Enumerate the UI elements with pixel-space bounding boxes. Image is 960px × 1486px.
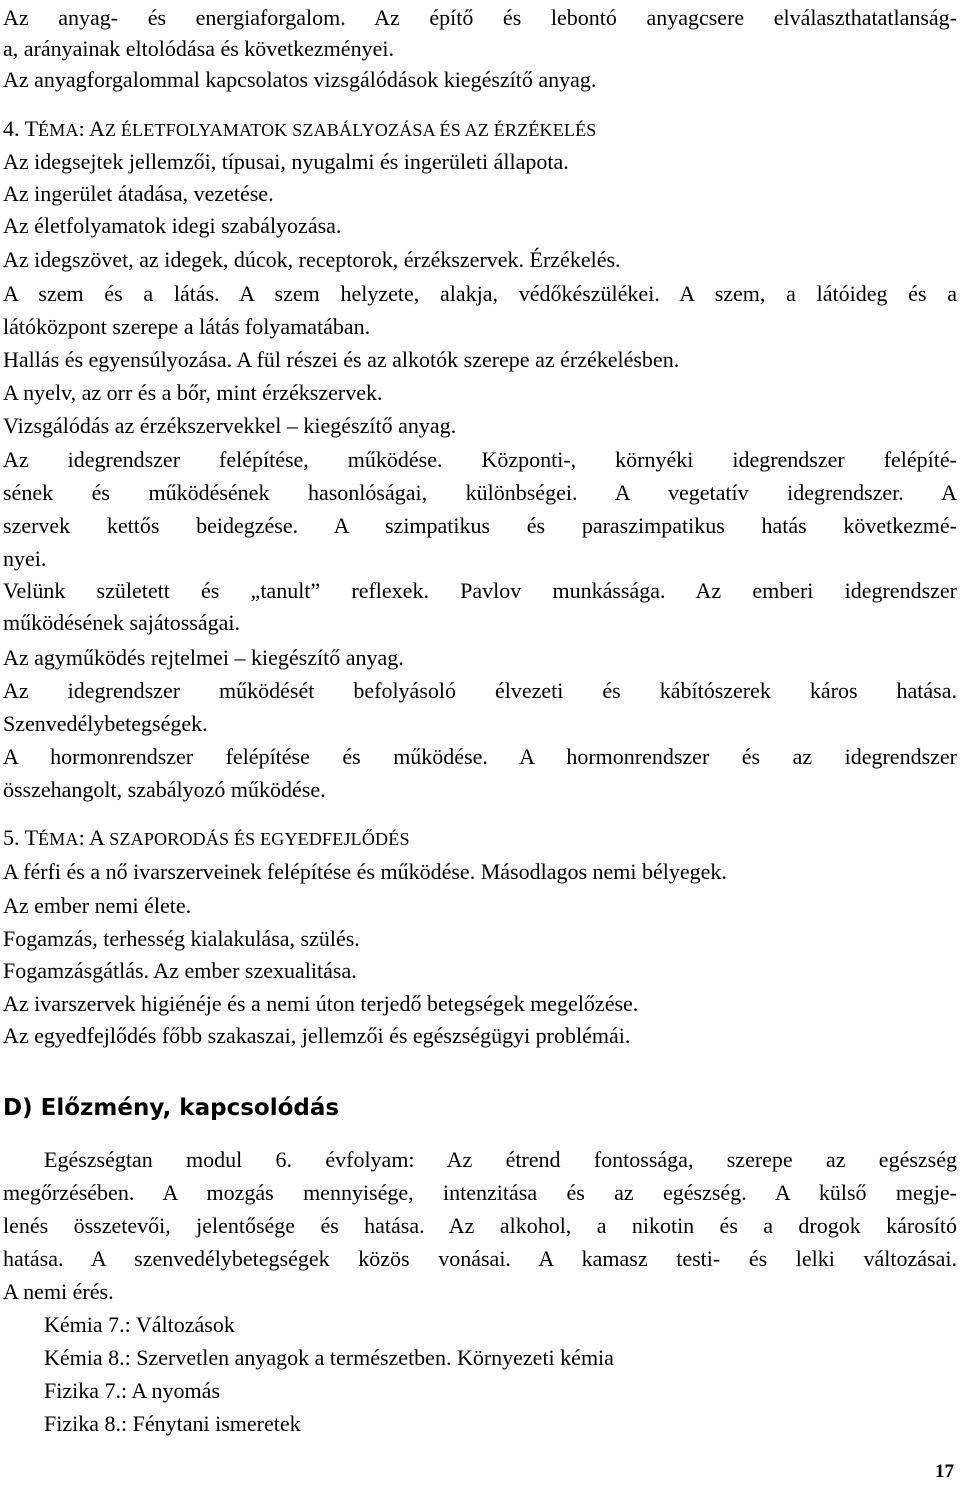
text-line: sének és működésének hasonlóságai, különbségei. A vegetatív idegrendszer. A xyxy=(3,480,957,505)
paragraph-line: megőrzésében. A mozgás mennyisége, intenzitása és az egészség. A külső megje- xyxy=(3,1180,957,1205)
topic-label: ÉMA xyxy=(38,829,79,849)
text-line: A férfi és a nő ivarszerveinek felépítése és működése. Másodlagos nemi bélyegek. xyxy=(3,859,727,884)
text-line: szervek kettős beidegzése. A szimpatikus és paraszimpatikus hatás következmé- xyxy=(3,513,957,538)
related-subject-item: Fizika 7.: A nyomás xyxy=(44,1378,220,1403)
text-line: Az idegszövet, az idegek, dúcok, receptorok, érzékszervek. Érzékelés. xyxy=(3,247,621,272)
topic-number: 4. T xyxy=(3,116,39,141)
related-subject-item: Kémia 8.: Szervetlen anyagok a természetben. Környezeti kémia xyxy=(44,1345,614,1370)
text-line: A szem és a látás. A szem helyzete, alakja, védőkészülékei. A szem, a látóideg és a xyxy=(3,281,957,306)
paragraph-line: lenés összetevői, jelentősége és hatása. Az alkohol, a nikotin és a drogok károsító xyxy=(3,1213,957,1238)
topic-label: ÉMA xyxy=(38,120,79,140)
topic-label: : A xyxy=(78,825,110,850)
related-subject-item: Kémia 7.: Változások xyxy=(44,1312,235,1337)
text-line: Vizsgálódás az érzékszervekkel – kiegészítő anyag. xyxy=(3,413,457,438)
text-line: Az ingerület átadása, vezetése. xyxy=(3,181,274,206)
text-line: Az anyag- és energiaforgalom. Az építő és lebontó anyagcsere elválaszthatatlanság- xyxy=(3,5,957,30)
topic-number: 5. T xyxy=(3,825,39,850)
text-line: Velünk született és „tanult” reflexek. Pavlov munkássága. Az emberi idegrendszer xyxy=(3,578,957,603)
page-number: 17 xyxy=(935,1461,954,1482)
topic-4-heading xyxy=(3,115,597,144)
topic-5-heading xyxy=(3,824,410,853)
text-line: Az egyedfejlődés főbb szakaszai, jellemzői és egészségügyi problémái. xyxy=(3,1023,631,1048)
text-line: Az agyműködés rejtelmei – kiegészítő anyag. xyxy=(3,645,404,670)
text-line: Az életfolyamatok idegi szabályozása. xyxy=(3,213,342,238)
text-line: Az idegrendszer felépítése, működése. Központi-, környéki idegrendszer felépíté- xyxy=(3,447,957,472)
text-line: A nyelv, az orr és a bőr, mint érzékszervek. xyxy=(3,380,383,405)
text-line: Az ember nemi élete. xyxy=(3,893,192,918)
text-line: Az ivarszervek higiénéje és a nemi úton terjedő betegségek megelőzése. xyxy=(3,991,639,1016)
text-line: Fogamzásgátlás. Az ember szexualitása. xyxy=(3,958,357,983)
text-line: összehangolt, szabályozó működése. xyxy=(3,777,326,802)
text-line: Az idegrendszer működését befolyásoló élvezeti és kábítószerek káros hatása. xyxy=(3,678,957,703)
section-d-heading: D) Előzmény, kapcsolódás xyxy=(3,1095,340,1121)
text-line: Hallás és egyensúlyozása. A fül részei és az alkotók szerepe az érzékelésben. xyxy=(3,347,680,372)
text-line: a, arányainak eltolódása és következményei. xyxy=(3,36,394,61)
topic-title: Z ÉLETFOLYAMATOK SZABÁLYOZÁSA ÉS AZ ÉRZÉKELÉS xyxy=(104,120,597,140)
paragraph-line: hatása. A szenvedélybetegségek közös vonásai. A kamasz testi- és lelki változásai. xyxy=(3,1246,957,1271)
paragraph-line: A nemi érés. xyxy=(3,1279,114,1304)
text-line: működésének sajátosságai. xyxy=(3,610,241,635)
topic-label: : A xyxy=(78,116,105,141)
text-line: Szenvedélybetegségek. xyxy=(3,711,208,736)
text-line: Az anyagforgalommal kapcsolatos vizsgálódások kiegészítő anyag. xyxy=(3,67,597,92)
text-line: Az idegsejtek jellemzői, típusai, nyugalmi és ingerületi állapota. xyxy=(3,149,569,174)
text-line: Fogamzás, terhesség kialakulása, szülés. xyxy=(3,926,360,951)
paragraph-line: Egészségtan modul 6. évfolyam: Az étrend fontossága, szerepe az egészség xyxy=(44,1147,957,1172)
topic-title: SZAPORODÁS ÉS EGYEDFEJLŐDÉS xyxy=(109,829,410,849)
text-line: nyei. xyxy=(3,546,47,571)
related-subject-item: Fizika 8.: Fénytani ismeretek xyxy=(44,1411,301,1436)
text-line: A hormonrendszer felépítése és működése. A hormonrendszer és az idegrendszer xyxy=(3,744,957,769)
text-line: látóközpont szerepe a látás folyamatában. xyxy=(3,314,371,339)
